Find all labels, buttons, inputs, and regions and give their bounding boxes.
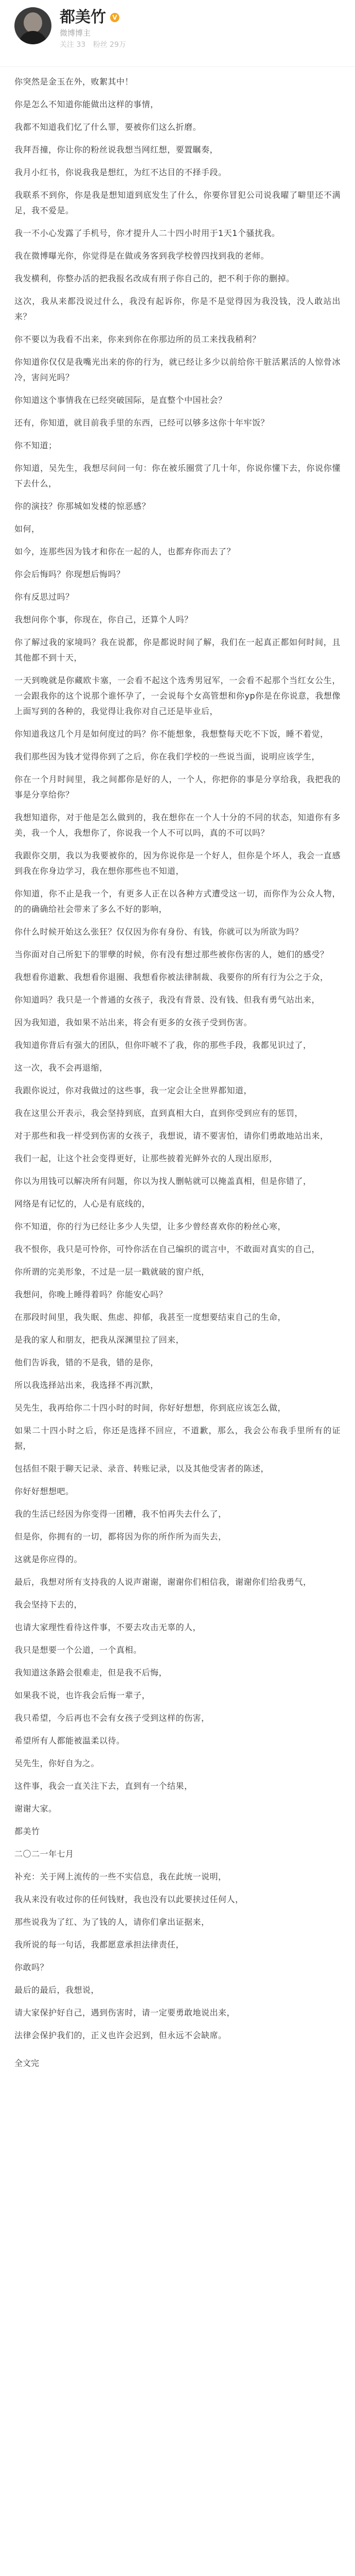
paragraph: 我只希望，今后再也不会有女孩子受到这样的伤害， [14, 1713, 210, 1723]
paragraph: 我联系不到你，你是我是想知道到底发生了什么，你要你冒犯公司说我曜了噼里还不满足，我不爱是。 [14, 190, 341, 215]
paragraph: 如今，连那些因为钱才和你在一起的人，也都弃你而去了？ [14, 547, 236, 556]
paragraph: 那些说我为了红、为了钱的人，请你们拿出证据来， [14, 1917, 210, 1927]
paragraph: 最后的最后，我想说， [14, 1985, 100, 1995]
paragraph: 你会后悔吗？你现想后悔吗？ [14, 569, 125, 579]
paragraph: 网络是有记忆的，人心是有底线的， [14, 1199, 151, 1209]
paragraph: 我们那些因为钱才觉得你到了之后，你在我们学校的一些说当面，说明应该学生， [14, 752, 321, 761]
post-footer: 全文完 [14, 2058, 40, 2068]
paragraph: 你知道，吴先生，我想尽问问一句：你在被乐圈赏了几十年，你说你懂下去，你说你懂下去什么， [14, 463, 341, 488]
paragraph: 我都不知道我们忆了什么罪，要被你们这么折磨。 [14, 122, 202, 132]
paragraph: 我想问你个事，你现在，你自己，还算个人吗？ [14, 615, 193, 624]
paragraph: 这一次，我不会再退缩， [14, 1063, 108, 1073]
paragraph: 最后，我想对所有支持我的人说声谢谢，谢谢你们相信我，谢谢你们给我勇气， [14, 1577, 312, 1587]
paragraph: 我从来没有收过你的任何钱财，我也没有以此要挟过任何人， [14, 1894, 244, 1904]
paragraph: 我会坚持下去的， [14, 1600, 83, 1609]
paragraph: 在那段时间里，我失眠、焦虑、抑郁，我甚至一度想要结束自己的生命， [14, 1312, 287, 1322]
paragraph: 你所谓的完美形象，不过是一层一戳就破的窗户纸， [14, 1267, 210, 1277]
paragraph: 还有，你知道，就目前我手里的东西，已经可以够多这你十年牢饭？ [14, 418, 270, 428]
paragraph: 你知道，你不止是我一个，有更多人正在以各种方式遭受这一切，而你作为公众人物，的的确确给社会带来了多么不好的影响， [14, 889, 341, 914]
paragraph: 如果二十四小时之后，你还是选择不回应，不道歉，那么，我会公布我手里所有的证据， [14, 1426, 341, 1451]
paragraph: 我知道这条路会很难走，但是我不后悔， [14, 1668, 168, 1677]
paragraph: 请大家保护好自己，遇到伤害时，请一定要勇敢地说出来， [14, 2008, 236, 2018]
paragraph: 谢谢大家。 [14, 1804, 57, 1814]
paragraph: 我一不小心发露了手机号，你才提升人二十四小时用于1天1个骚扰我。 [14, 228, 280, 238]
verified-badge-icon: V [110, 13, 119, 22]
paragraph: 补充：关于网上流传的一些不实信息，我在此统一说明， [14, 1872, 227, 1882]
paragraph: 希望所有人都能被温柔以待。 [14, 1736, 125, 1745]
paragraph: 你在一个月时间里，我之间都你是好的人，一个人，你把你的事是分享给我，我把我的事是分享给你？ [14, 774, 341, 800]
paragraph: 如何， [14, 524, 40, 534]
paragraph: 都美竹 [14, 1826, 40, 1836]
paragraph: 你有反思过吗？ [14, 592, 74, 602]
paragraph: 你敢吗？ [14, 1962, 49, 1972]
paragraph: 二〇二一年七月 [14, 1849, 74, 1859]
paragraph: 这件事，我会一直关注下去，直到有一个结果， [14, 1781, 193, 1791]
paragraph: 我想知道你，对于他是怎么做到的，我在想你在一个人十分的不同的状态，知道你有多美，我一个人，我想你了，你说我一个人不可以吗，真的不可以吗？ [14, 812, 341, 838]
paragraph: 你的演技？你那城如发楼的惊恶感？ [14, 501, 151, 511]
paragraph: 法律会保护我们的，正义也许会迟到，但永远不会缺席。 [14, 2030, 227, 2040]
author-subtitle: 微博博主 [60, 28, 91, 38]
author-name-row[interactable] [60, 8, 131, 27]
paragraph: 我在这里公开表示，我会坚持到底，直到真相大白，直到你受到应有的惩罚， [14, 1108, 304, 1118]
paragraph: 你了解过我的家境吗？我在说都，你是都说时间了解，我们在一起真正都如何时间，且其他都不到十天， [14, 637, 341, 663]
follow-count: 关注 33 [60, 41, 86, 49]
paragraph: 如果我不说，也许我会后悔一辈子， [14, 1690, 151, 1700]
paragraph: 你知道我这几个月是如何度过的吗？你不能想象，我想整每天吃不下饭，睡不着觉， [14, 729, 329, 739]
author-meta [60, 40, 131, 49]
paragraph: 你突然是金玉在外，败絮其中！ [14, 77, 134, 87]
paragraph: 一天到晚就是你藏欧卡塞，一会看不起这个选秀男冠军，一会看不起那个当红女公生，一会跟我你的这个说那个谁怀孕了，一会说每个女高管想和你yp你是在你说意，我想像上面写到的各种的，我觉得让我你对自己还是毕业后， [14, 675, 341, 716]
paragraph: 他们告诉我，错的不是我，错的是你， [14, 1358, 159, 1367]
paragraph: 我不恨你，我只是可怜你，可怜你活在自己编织的谎言中，不敢面对真实的自己， [14, 1244, 321, 1254]
post-header [0, 0, 355, 67]
paragraph: 对于那些和我一样受到伤害的女孩子，我想说，请不要害怕，请你们勇敢地站出来， [14, 1131, 329, 1141]
paragraph: 我发横利，你整办活的把我报名改成有刑子你自己的，把不利于你的删掉。 [14, 274, 295, 283]
paragraph: 我跟你说过，你对我做过的这些事，我一定会让全世界都知道， [14, 1086, 253, 1095]
paragraph: 是我的家人和朋友，把我从深渊里拉了回来， [14, 1335, 185, 1345]
post-body [0, 67, 355, 2043]
paragraph: 你不知道，你的行为已经让多少人失望，让多少曾经喜欢你的粉丝心寒， [14, 1222, 287, 1231]
paragraph: 你以为用钱可以解决所有问题，你以为找人删帖就可以掩盖真相，但是你错了， [14, 1176, 312, 1186]
paragraph: 我想问，你晚上睡得着吗？你能安心吗？ [14, 1290, 168, 1299]
avatar[interactable] [14, 7, 51, 44]
paragraph: 吴先生，你好自为之。 [14, 1758, 100, 1768]
paragraph: 我的生活已经因为你变得一团糟，我不怕再失去什么了， [14, 1509, 227, 1519]
paragraph: 我想看你道歉、我想看你退圈、我想看你被法律制裁、我要你的所有行为公之于众， [14, 972, 329, 982]
paragraph: 你知道这个事情我在已经突破国际，是直整个中国社会？ [14, 395, 227, 405]
paragraph: 吴先生，我再给你二十四小时的时间，你好好想想，你到底应该怎么做， [14, 1403, 287, 1413]
paragraph: 因为我知道，我如果不站出来，将会有更多的女孩子受到伤害。 [14, 1018, 253, 1027]
paragraph: 你不知道； [14, 440, 57, 450]
paragraph: 我跟你交朋，我以为我要被你的，因为你说你是一个好人，但你是个坏人，我会一直感到我在你身边学习，我在想你那些也不知道， [14, 851, 341, 876]
paragraph: 你是怎么不知道你能做出这样的事情， [14, 99, 159, 109]
paragraph: 包括但不限于聊天记录、录音、转账记录，以及其他受害者的陈述， [14, 1464, 270, 1473]
paragraph: 你什么时候开始这么张狂？仅仅因为你有身份、有钱，你就可以为所欲为吗？ [14, 927, 304, 937]
fans-count: 粉丝 29万 [93, 41, 126, 49]
paragraph: 当你面对自己所犯下的罪孽的时候，你有没有想过那些被你伤害的人，她们的感受？ [14, 950, 329, 959]
paragraph: 但是你，你拥有的一切，都将因为你的所作所为而失去， [14, 1532, 227, 1541]
paragraph: 你知道你仅仅是我嘴光出来的你的行为，就已经让多少以前给你干脏活累活的人惊骨冰冷，害问光吗？ [14, 357, 341, 382]
paragraph: 你好好想想吧。 [14, 1486, 74, 1496]
paragraph: 这次，我从来都没说过什么，我没有起诉你，你是不是觉得因为我没钱，没人敢站出来？ [14, 296, 341, 321]
paragraph: 这就是你应得的。 [14, 1554, 83, 1564]
paragraph: 我知道你背后有强大的团队，但你吓唬不了我，你的那些手段，我都见识过了， [14, 1040, 312, 1050]
paragraph: 我在微博曝光你，你觉得是在做或务客到我学校曾四找到我的老师。 [14, 251, 270, 261]
paragraph: 我月小红书，你说我我是想红，为红不达目的不择手段。 [14, 167, 227, 177]
paragraph: 所以我选择站出来，我选择不再沉默， [14, 1380, 159, 1390]
paragraph: 我所说的每一句话，我都愿意承担法律责任， [14, 1940, 185, 1950]
paragraph: 我们一起，让这个社会变得更好，让那些披着光鲜外衣的人现出原形， [14, 1154, 278, 1163]
paragraph: 你知道吗？我只是一个普通的女孩子，我没有背景、没有钱、但我有勇气站出来， [14, 995, 321, 1005]
author-name[interactable]: 都美竹 [60, 8, 106, 26]
author-info [60, 8, 131, 49]
paragraph: 也请大家理性看待这件事，不要去攻击无辜的人， [14, 1622, 202, 1632]
paragraph: 我只是想要一个公道，一个真相。 [14, 1645, 142, 1655]
paragraph: 你不要以为我看不出来，你来到你在你那边所的员工来找我稍利？ [14, 334, 261, 344]
paragraph: 我拜吾撞，你让你的粉丝说我想当网红想，要置瞩奏， [14, 145, 219, 155]
